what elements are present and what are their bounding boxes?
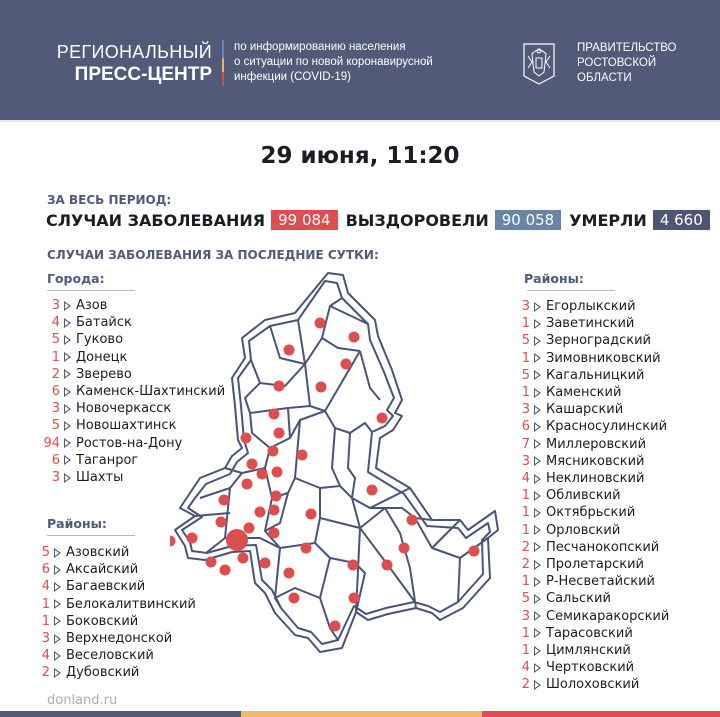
list-item [516,298,669,315]
triangle-arrow-icon [534,508,541,518]
location-name: Чертковский [546,660,635,676]
triangle-arrow-icon [534,560,541,570]
case-count: 1 [521,316,530,332]
list-item [516,350,669,367]
districts-left-underline [47,535,135,536]
location-name: Тарасовский [546,625,633,641]
location-name: Ростов-на-Дону [76,435,183,451]
case-count: 3 [521,402,530,418]
triangle-arrow-icon [534,370,541,380]
deaths-label: УМЕРЛИ [569,210,647,230]
location-name: Р-Несветайский [546,574,655,590]
location-name: Кашарский [546,402,624,418]
case-count: 7 [521,436,530,452]
triangle-arrow-icon [54,651,61,661]
coat-of-arms-icon [522,42,556,86]
triangle-arrow-icon [534,611,541,621]
brand-description [234,40,433,85]
list-item [516,504,669,521]
location-name: Донецк [76,349,128,365]
case-count: 3 [521,299,530,314]
location-name: Новошахтинск [76,418,177,434]
location-name: Таганрог [76,452,139,468]
location-name: Октябрьский [546,505,636,521]
location-name: Зерноградский [546,333,651,349]
list-item [516,659,669,676]
location-name: Орловский [546,522,621,538]
triangle-arrow-icon [64,473,71,483]
location-name: Зверево [76,366,132,382]
case-count: 2 [521,539,530,555]
recovered-label: ВЫЗДОРОВЕЛИ [345,210,489,230]
list-item [516,315,669,332]
location-name: Белокалитвинский [66,596,196,612]
case-count: 4 [51,315,60,331]
case-count: 4 [41,579,50,595]
case-count: 1 [521,488,530,504]
location-name: Багаевский [66,579,146,595]
case-count: 3 [51,401,60,417]
case-count: 6 [41,562,50,578]
footer-stripe-blue [0,711,241,717]
location-name: Пролетарский [546,557,644,573]
triangle-arrow-icon [534,302,541,312]
triangle-arrow-icon [534,422,541,432]
triangle-arrow-icon [64,301,71,311]
case-count: 1 [521,385,530,401]
triangle-arrow-icon [54,582,61,592]
triangle-arrow-icon [534,405,541,415]
region-map [170,268,510,688]
list-item [516,625,669,642]
location-name: Веселовский [66,648,154,664]
location-name: Батайск [76,315,132,331]
location-name: Шахты [76,470,124,486]
triangle-arrow-icon [534,353,541,363]
triangle-arrow-icon [534,439,541,449]
list-item [516,332,669,349]
daily-label: СЛУЧАИ ЗАБОЛЕВАНИЯ ЗА ПОСЛЕДНИЕ СУТКИ: [47,248,379,262]
case-count: 1 [521,625,530,641]
case-count: 2 [521,557,530,573]
triangle-arrow-icon [64,455,71,465]
description-line: о ситуации по новой коронавирусной [234,56,433,68]
triangle-arrow-icon [64,318,71,328]
list-item [516,436,669,453]
triangle-arrow-icon [534,388,541,398]
brand-title-bottom: ПРЕСС-ЦЕНТР [74,64,212,85]
location-name: Сальский [546,591,611,607]
districts-right-title: Районы: [524,271,584,286]
list-item [516,401,669,418]
list-item [516,418,669,435]
case-count: 2 [41,665,50,681]
cities-title: Города: [47,271,105,286]
location-name: Миллеровский [546,436,647,452]
triangle-arrow-icon [54,634,61,644]
case-count: 3 [521,453,530,469]
triangle-arrow-icon [54,548,61,558]
footer-stripe-red [482,711,720,717]
triangle-arrow-icon [534,319,541,329]
list-item [516,384,669,401]
government-label [577,41,677,86]
list-item [516,642,669,659]
triangle-arrow-icon [64,438,71,448]
list-item [516,676,669,693]
case-count: 1 [521,574,530,590]
case-count: 5 [51,418,60,434]
case-count: 94 [43,435,60,451]
location-name: Гуково [76,332,124,348]
case-count: 4 [521,660,530,676]
districts-right-list [516,298,669,694]
location-name: Егорлыкский [546,299,636,314]
case-count: 1 [521,350,530,366]
case-count: 4 [521,471,530,487]
case-count: 1 [521,522,530,538]
triangle-arrow-icon [54,565,61,575]
location-name: Дубовский [66,665,140,681]
location-name: Песчанокопский [546,539,660,555]
location-name: Каменск-Шахтинский [76,384,226,400]
case-count: 1 [41,596,50,612]
description-line: инфекции (COVID-19) [234,71,351,83]
triangle-arrow-icon [534,525,541,535]
case-count: 3 [521,608,530,624]
list-item [516,590,669,607]
location-name: Обливский [546,488,621,504]
government-line: ПРАВИТЕЛЬСТВО [577,42,677,54]
case-count: 5 [521,333,530,349]
case-count: 1 [521,505,530,521]
location-name: Мясниковский [546,453,645,469]
description-line: по информированию населения [234,41,406,53]
list-item [516,487,669,504]
triangle-arrow-icon [64,352,71,362]
triangle-arrow-icon [534,628,541,638]
case-count: 1 [41,613,50,629]
triangle-arrow-icon [534,680,541,690]
case-count: 5 [521,591,530,607]
triangle-arrow-icon [534,646,541,656]
period-label: ЗА ВЕСЬ ПЕРИОД: [47,193,172,207]
case-count: 3 [41,631,50,647]
districts-left-title: Районы: [47,516,107,531]
cities-underline [47,290,135,291]
districts-right-underline [527,290,615,291]
triangle-arrow-icon [54,599,61,609]
list-item [516,453,669,470]
list-item [516,539,669,556]
brand-divider [222,40,224,86]
case-count: 4 [41,648,50,664]
case-count: 2 [521,677,530,693]
triangle-arrow-icon [64,335,71,345]
triangle-arrow-icon [534,474,541,484]
case-count: 5 [521,367,530,383]
list-item [516,556,669,573]
case-count: 6 [521,419,530,435]
case-count: 3 [51,470,60,486]
location-name: Кагальницкий [546,367,645,383]
triangle-arrow-icon [64,404,71,414]
totals-row [46,210,710,230]
triangle-arrow-icon [534,456,541,466]
government-line: ОБЛАСТИ [577,72,632,84]
triangle-arrow-icon [534,594,541,604]
location-name: Неклиновский [546,471,645,487]
triangle-arrow-icon [64,387,71,397]
location-name: Зимовниковский [546,350,661,366]
case-count: 5 [51,332,60,348]
recovered-badge: 90 058 [495,210,562,230]
case-count: 6 [51,384,60,400]
deaths-badge: 4 660 [653,210,710,230]
cases-badge: 99 084 [271,210,338,230]
triangle-arrow-icon [534,542,541,552]
list-item [516,367,669,384]
location-name: Азовский [66,545,130,560]
location-name: Семикаракорский [546,608,670,624]
cases-label: СЛУЧАИ ЗАБОЛЕВАНИЯ [46,210,266,230]
government-line: РОСТОВСКОЙ [577,57,657,69]
header-banner [0,0,720,120]
brand-title-top: РЕГИОНАЛЬНЫЙ [56,42,212,62]
location-name: Шолоховский [546,677,640,693]
location-name: Азов [76,298,108,313]
report-date: 29 июня, 11:20 [260,143,460,169]
location-name: Заветинский [546,316,635,332]
triangle-arrow-icon [534,491,541,501]
list-item [516,573,669,590]
triangle-arrow-icon [54,668,61,678]
case-count: 2 [51,366,60,382]
case-count: 5 [41,545,50,560]
location-name: Новочеркасск [76,401,172,417]
website-link[interactable]: donland.ru [47,693,118,708]
triangle-arrow-icon [54,616,61,626]
case-count: 1 [521,643,530,659]
list-item [516,608,669,625]
location-name: Каменский [546,385,622,401]
case-count: 3 [51,298,60,313]
header-divider [0,120,720,122]
triangle-arrow-icon [534,577,541,587]
case-count: 6 [51,452,60,468]
case-count: 1 [51,349,60,365]
list-item [516,470,669,487]
location-name: Верхнедонской [66,631,173,647]
triangle-arrow-icon [534,663,541,673]
location-name: Аксайский [66,562,139,578]
triangle-arrow-icon [64,369,71,379]
location-name: Красносулинский [546,419,668,435]
triangle-arrow-icon [64,421,71,431]
location-name: Боковский [66,613,139,629]
location-name: Цимлянский [546,643,631,659]
triangle-arrow-icon [534,336,541,346]
footer-stripe-yellow [241,711,482,717]
list-item [516,522,669,539]
